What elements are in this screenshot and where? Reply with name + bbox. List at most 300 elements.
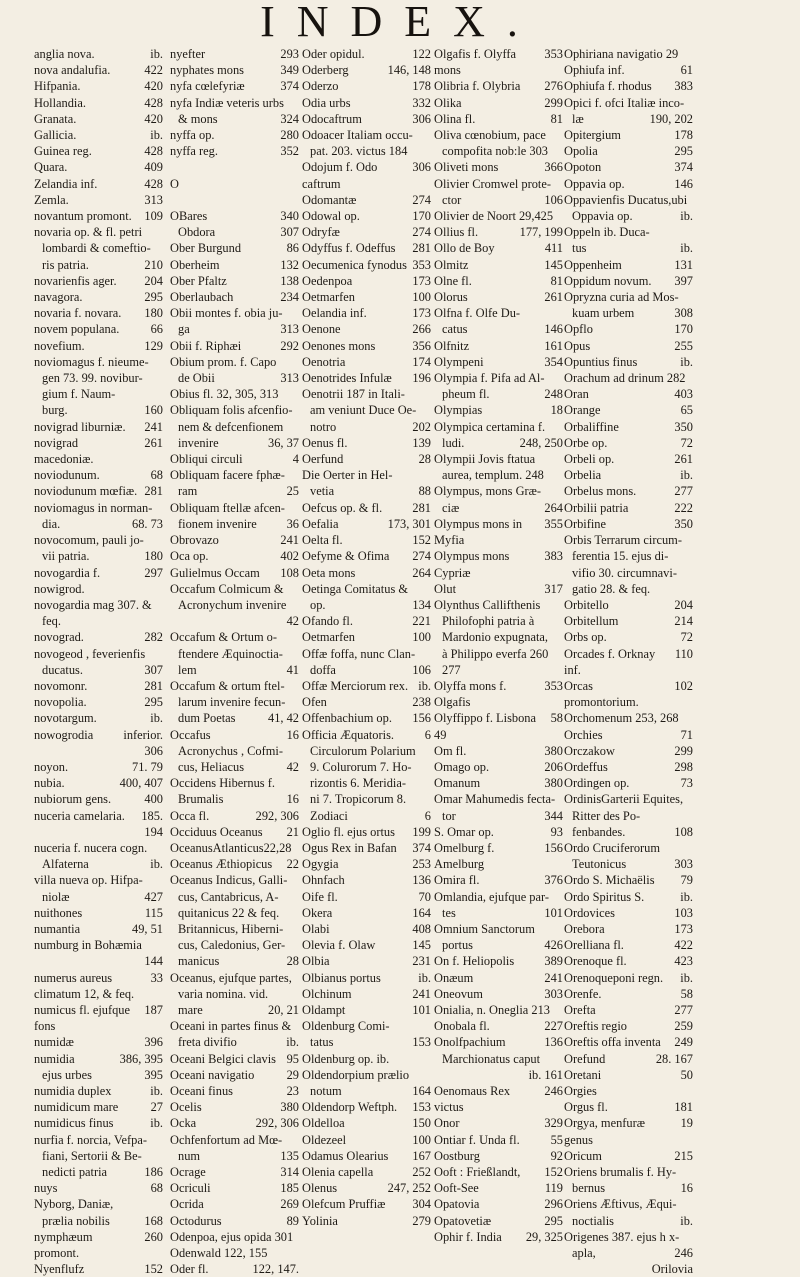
page-reference: 109 — [144, 209, 163, 224]
index-entry — [34, 629, 163, 645]
index-entry — [170, 305, 299, 321]
index-entry — [564, 62, 693, 78]
entry-term: Olivier de Noort 29,425 — [434, 209, 554, 224]
entry-term: vii patria. — [42, 549, 90, 564]
entry-term: Orbs op. — [564, 630, 607, 645]
index-entry — [170, 808, 299, 824]
entry-term: Orenfe. — [564, 986, 602, 1001]
index-entry — [170, 176, 299, 192]
entry-term: Oreftis regio — [564, 1019, 627, 1034]
page-reference: 252 — [412, 1165, 431, 1180]
index-entry — [564, 1099, 693, 1115]
index-entry — [302, 629, 431, 645]
index-entry — [302, 727, 431, 743]
entry-term: numidæ — [34, 1035, 74, 1050]
entry-term: freta divifio — [178, 1035, 237, 1050]
page-reference: 215 — [674, 1148, 693, 1163]
entry-term: numidicum mare — [34, 1100, 119, 1115]
entry-term: Marchionatus caput — [442, 1051, 541, 1066]
index-entry — [434, 1164, 563, 1180]
page-reference: 180 — [144, 306, 163, 321]
index-entry — [434, 791, 563, 807]
page-reference: 241 — [144, 419, 163, 434]
page-reference: 28 — [418, 452, 431, 467]
entry-term: Oefcus op. & fl. — [302, 500, 383, 515]
entry-term: Granata. — [34, 111, 77, 126]
page-reference: 354 — [544, 354, 563, 369]
entry-term: Zemla. — [34, 192, 69, 207]
index-entry — [170, 872, 299, 888]
entry-term: Ofen — [302, 695, 327, 710]
page-reference: 164 — [412, 905, 431, 920]
index-entry — [170, 1245, 299, 1261]
page-reference: 344 — [544, 808, 563, 823]
index-entry — [34, 597, 163, 613]
page-reference: 185 — [280, 1181, 299, 1196]
entry-term: nuithones — [34, 905, 83, 920]
index-entry — [434, 483, 563, 499]
index-entry — [170, 840, 299, 856]
entry-term: Ritter des Po- — [572, 808, 641, 823]
page-reference: 18 — [550, 403, 563, 418]
index-entry — [170, 224, 299, 240]
index-entry — [434, 889, 563, 905]
index-entry — [564, 370, 693, 386]
index-entry — [434, 613, 563, 629]
entry-term: O — [170, 176, 179, 191]
page-reference: 146 — [674, 176, 693, 191]
entry-term: tus — [572, 241, 587, 256]
entry-term: Ocka — [170, 1116, 197, 1131]
page-reference: 383 — [544, 549, 563, 564]
page-reference: 231 — [412, 954, 431, 969]
index-entry — [170, 1034, 299, 1050]
index-entry — [170, 581, 299, 597]
entry-term: Oife fl. — [302, 889, 338, 904]
index-entry — [564, 581, 693, 597]
entry-term: Oldenburg op. ib. — [302, 1051, 390, 1066]
index-entry — [564, 986, 693, 1002]
entry-term: Orczakow — [564, 743, 615, 758]
index-entry — [170, 127, 299, 143]
index-entry — [34, 386, 163, 402]
page-reference: 16 — [286, 727, 299, 742]
index-entry — [564, 467, 693, 483]
page-reference: 264 — [544, 500, 563, 515]
page-reference: 383 — [674, 79, 693, 94]
entry-term — [42, 954, 45, 968]
index-entry — [34, 662, 163, 678]
entry-term: OceanusAtlanticus22,28 — [170, 840, 292, 855]
index-entry — [564, 1196, 693, 1212]
page-reference: 178 — [412, 79, 431, 94]
page-reference: 4 — [292, 452, 299, 467]
page-reference: 139 — [412, 435, 431, 450]
entry-term: Oenus fl. — [302, 435, 348, 450]
page-reference: 134 — [412, 597, 431, 612]
index-entry — [170, 921, 299, 937]
index-entry — [170, 419, 299, 435]
entry-term: Orgya, menfuræ genus — [564, 1116, 645, 1147]
index-column-4 — [434, 46, 563, 1244]
page-reference: 221 — [412, 614, 431, 629]
index-entry — [34, 78, 163, 94]
entry-term: Oecumenica fynodus — [302, 257, 407, 272]
page-reference: 167 — [412, 1148, 431, 1163]
page-reference: inferior. — [123, 727, 163, 742]
index-title: INDEX. — [260, 0, 540, 46]
entry-term: S. Omar op. — [434, 824, 494, 839]
index-entry — [170, 451, 299, 467]
index-entry — [302, 565, 431, 581]
entry-term: Omar Mahumedis fecta- — [434, 792, 556, 807]
index-entry — [170, 1148, 299, 1164]
entry-term: Onæum — [434, 970, 474, 985]
index-entry — [302, 224, 431, 240]
page-reference: 173 — [412, 306, 431, 321]
entry-term: Orcades f. Orknay inf. — [564, 646, 656, 677]
entry-term: Oglio fl. ejus ortus — [302, 824, 395, 839]
index-entry — [564, 727, 693, 743]
index-entry — [302, 402, 431, 418]
page-reference: 234 — [280, 290, 299, 305]
page-reference: 136 — [412, 873, 431, 888]
index-entry — [434, 451, 563, 467]
entry-term: nedicti patria — [42, 1165, 108, 1180]
index-entry — [170, 597, 299, 613]
entry-term: Oceanus Indicus, Galli- — [170, 873, 288, 888]
page-reference: ib. — [418, 970, 431, 985]
entry-term: noviomagus f. nieume- — [34, 354, 149, 369]
entry-term: Oricum — [564, 1148, 602, 1163]
page-reference: 173 — [412, 273, 431, 288]
page-reference: 292, 306 — [255, 1116, 299, 1131]
entry-term: Olenia capella — [302, 1165, 374, 1180]
entry-term: Orbeli op. — [564, 452, 615, 467]
index-entry — [170, 208, 299, 224]
entry-term: quitanicus 22 & feq. — [178, 905, 280, 920]
page-reference: 122, 147. — [252, 1262, 299, 1277]
index-entry — [434, 1196, 563, 1212]
page-reference: 259 — [674, 1019, 693, 1034]
page-reference: 81 — [550, 111, 563, 126]
index-column-3 — [302, 46, 431, 1228]
page-reference: 428 — [144, 95, 163, 110]
entry-term: Oliveti mons — [434, 160, 499, 175]
index-entry — [170, 192, 299, 208]
entry-term: Ooft : Frießlandt, — [434, 1165, 521, 1180]
index-entry — [564, 305, 693, 321]
index-entry — [564, 435, 693, 451]
index-entry — [302, 95, 431, 111]
page-reference: 88 — [418, 484, 431, 499]
entry-term: Obliquam ftellæ afcen- — [170, 500, 285, 515]
page-reference: 55 — [550, 1132, 563, 1147]
index-entry — [302, 1213, 431, 1229]
page-reference: ib. — [286, 1035, 299, 1050]
page-reference: 403 — [674, 387, 693, 402]
index-entry — [34, 646, 163, 662]
entry-term: ducatus. — [42, 662, 83, 677]
entry-term: Ogus Rex in Bafan — [302, 840, 397, 855]
entry-term: Oefalia — [302, 516, 339, 531]
entry-term: Orefta — [564, 1002, 596, 1017]
page-reference: 16 — [286, 792, 299, 807]
entry-term: Occafum & ortum ftel- — [170, 678, 285, 693]
page-reference: 70 — [418, 889, 431, 904]
entry-term: cus, Heliacus — [178, 759, 245, 774]
page-reference: 296 — [544, 1197, 563, 1212]
page-reference: 292 — [280, 338, 299, 353]
index-entry — [302, 111, 431, 127]
index-entry — [434, 1051, 563, 1067]
entry-term: dia. — [42, 516, 61, 531]
entry-term: Ocrage — [170, 1165, 206, 1180]
entry-term: Olchinum — [302, 986, 352, 1001]
page-reference: 395 — [144, 1067, 163, 1082]
entry-term: Okera — [302, 905, 333, 920]
entry-term: Orbilii patria — [564, 500, 629, 515]
entry-term: nowogrodia — [34, 727, 94, 742]
page-reference: 374 — [674, 160, 693, 175]
index-entry — [564, 354, 693, 370]
page-reference: 28. 167 — [655, 1051, 693, 1066]
entry-term: On f. Heliopolis — [434, 954, 515, 969]
entry-term: Orenoqueponi regn. — [564, 970, 664, 985]
index-entry — [302, 289, 431, 305]
index-entry — [34, 548, 163, 564]
entry-term: Nyenflufz — [34, 1262, 85, 1277]
entry-term: Ophir f. India — [434, 1229, 502, 1244]
entry-term — [572, 1262, 575, 1276]
page-reference: 241 — [412, 986, 431, 1001]
entry-term: Omelburg f. Amelburg — [434, 840, 495, 872]
index-entry — [302, 646, 431, 662]
index-entry — [34, 791, 163, 807]
index-entry — [302, 824, 431, 840]
entry-term: Olfnitz — [434, 338, 470, 353]
index-entry — [170, 321, 299, 337]
entry-term: Opatovia — [434, 1197, 480, 1212]
entry-term: Oliva cœnobium, pace — [434, 128, 546, 143]
entry-term: novefium. — [34, 338, 85, 353]
entry-term: numburg in Bohæmia — [34, 938, 142, 953]
page-reference: 136 — [544, 1035, 563, 1050]
index-entry — [34, 840, 163, 856]
index-entry — [170, 613, 299, 629]
page-reference: 29 — [286, 1067, 299, 1082]
index-entry — [564, 500, 693, 516]
entry-term: ga — [178, 322, 190, 337]
entry-term: Orelliana fl. — [564, 938, 624, 953]
index-entry — [34, 889, 163, 905]
entry-term: Onialia, n. Oneglia 213 — [434, 1002, 550, 1017]
page-reference: 420 — [144, 111, 163, 126]
entry-term: Olika — [434, 95, 462, 110]
page-reference: 146 — [544, 322, 563, 337]
page-reference: 376 — [544, 873, 563, 888]
index-entry — [434, 581, 563, 597]
page-reference: 135 — [280, 1148, 299, 1163]
entry-term: Olympus, mons Græ- — [434, 484, 542, 499]
entry-term: novogeod , feverienfis — [34, 646, 146, 661]
page-reference: 276 — [544, 79, 563, 94]
index-entry — [170, 46, 299, 62]
entry-term: Oca op. — [170, 549, 209, 564]
index-entry — [434, 953, 563, 969]
page-reference: 204 — [674, 597, 693, 612]
page-reference: ib. — [150, 47, 163, 61]
index-entry — [302, 872, 431, 888]
index-entry — [34, 565, 163, 597]
entry-term: Oetmarfen — [302, 630, 355, 645]
entry-term: numidia — [34, 1051, 75, 1066]
page-reference: ib. — [150, 1084, 163, 1098]
index-entry — [434, 273, 563, 289]
entry-term: Oetmarfen — [302, 290, 355, 305]
index-entry — [170, 1099, 299, 1115]
page-reference: 253 — [412, 857, 431, 872]
page-reference: 119 — [544, 1181, 563, 1196]
index-entry — [564, 710, 693, 726]
page-reference: 202 — [412, 419, 431, 434]
entry-term: novaria f. novara. — [34, 306, 122, 321]
page-reference: 108 — [674, 824, 693, 839]
index-entry — [302, 743, 431, 759]
index-entry — [564, 856, 693, 872]
index-entry — [170, 143, 299, 159]
index-entry — [170, 694, 299, 710]
page-reference: 304 — [412, 1197, 431, 1212]
entry-term: Orbe op. — [564, 435, 608, 450]
entry-term: nyfa cœlefyriæ — [170, 79, 245, 94]
page-reference: 274 — [412, 192, 431, 207]
entry-term: burg. — [42, 403, 68, 418]
index-entry — [170, 435, 299, 451]
index-entry — [34, 986, 163, 1002]
entry-term: Oberlaubach — [170, 290, 234, 305]
index-entry — [170, 1115, 299, 1131]
index-entry — [34, 338, 163, 354]
entry-term: novantum promont. — [34, 209, 132, 224]
page-reference: 280 — [280, 128, 299, 143]
index-entry — [170, 159, 299, 175]
index-entry — [564, 1245, 693, 1261]
entry-term: Ophiriana navigatio 29 — [564, 47, 679, 61]
entry-term: Oppavia op. — [564, 176, 625, 191]
page-reference: 255 — [674, 338, 693, 353]
entry-term: Obdora — [178, 225, 216, 240]
index-entry — [564, 1180, 693, 1196]
page-reference: 308 — [674, 306, 693, 321]
index-entry — [302, 305, 431, 321]
entry-term: Omira fl. — [434, 873, 480, 888]
index-entry — [434, 1132, 563, 1148]
index-entry — [434, 1229, 563, 1245]
entry-term: vifio 30. circumnavi- — [572, 565, 677, 580]
entry-term: gen 73. 99. novibur- — [42, 371, 143, 386]
page-reference: 303 — [544, 986, 563, 1001]
page-reference: 396 — [144, 1035, 163, 1050]
page-reference: ib. — [680, 209, 693, 224]
entry-term: Oran — [564, 387, 589, 402]
index-column-5 — [564, 46, 693, 1277]
index-entry — [434, 95, 563, 111]
page-reference: 110 — [674, 646, 693, 661]
page-reference: 199 — [412, 824, 431, 839]
index-entry — [170, 1051, 299, 1067]
entry-term: Om fl. — [434, 743, 467, 758]
page-reference: 307 — [280, 225, 299, 240]
page-reference: 306 — [412, 111, 431, 126]
entry-term: Opitergium — [564, 128, 621, 143]
index-entry — [302, 1051, 431, 1067]
index-entry — [170, 1018, 299, 1034]
index-entry — [434, 1002, 563, 1018]
entry-term: Olympias — [434, 403, 483, 418]
index-entry — [170, 953, 299, 969]
index-entry — [564, 970, 693, 986]
entry-term: novogardia f. nowigrod. — [34, 565, 101, 596]
entry-term: nuys — [34, 1181, 58, 1196]
index-entry — [302, 273, 431, 289]
entry-term: pheum fl. — [442, 387, 490, 402]
index-entry — [302, 321, 431, 337]
entry-term: Oenotrii 187 in Itali- — [302, 387, 405, 402]
index-entry — [34, 500, 163, 516]
page-reference: 353 — [544, 678, 563, 693]
page-reference: 23 — [286, 1084, 299, 1098]
page-reference: 20, 21 — [268, 1002, 299, 1017]
page-reference: 306 — [412, 160, 431, 175]
entry-term: Oretani — [564, 1067, 602, 1082]
page-reference: 423 — [674, 954, 693, 969]
entry-term: Opatovetiæ — [434, 1213, 492, 1228]
entry-term: Oceani finus — [170, 1084, 233, 1098]
page-reference: 277 — [674, 484, 693, 499]
entry-term: Oceanus Æthiopicus — [170, 857, 273, 872]
entry-term: Orenoque fl. — [564, 954, 627, 969]
entry-term: nyphates mons — [170, 63, 244, 78]
entry-term: invenire — [178, 435, 219, 450]
page-reference: 132 — [280, 257, 299, 272]
index-entry — [302, 1083, 431, 1099]
page-reference: 101 — [412, 1002, 431, 1017]
entry-term: Offenbachium op. — [302, 711, 392, 726]
entry-term: Ontiar f. Unda fl. — [434, 1132, 520, 1147]
index-entry — [302, 338, 431, 354]
entry-term: Guinea reg. — [34, 144, 92, 159]
index-entry — [434, 775, 563, 791]
page-reference: 400 — [144, 792, 163, 807]
entry-term: novopolia. — [34, 695, 87, 710]
index-entry — [302, 921, 431, 937]
entry-term: noyon. — [34, 759, 69, 774]
entry-term: Orchomenum 253, 268 — [564, 711, 679, 726]
index-entry — [564, 629, 693, 645]
index-entry — [34, 872, 163, 888]
page-reference: 33 — [150, 970, 163, 985]
entry-term: Oenomaus Rex victus — [434, 1084, 511, 1115]
entry-term: Olympus mons Cypriæ — [434, 549, 510, 580]
entry-term: ciæ — [442, 500, 460, 515]
entry-term: Oppidum novum. — [564, 273, 652, 288]
entry-term: Olympii Jovis ftatua — [434, 452, 536, 467]
page-reference: 380 — [544, 776, 563, 791]
entry-term: Obii f. Riphæi — [170, 338, 242, 353]
index-entry — [564, 597, 693, 613]
index-entry — [34, 435, 163, 467]
